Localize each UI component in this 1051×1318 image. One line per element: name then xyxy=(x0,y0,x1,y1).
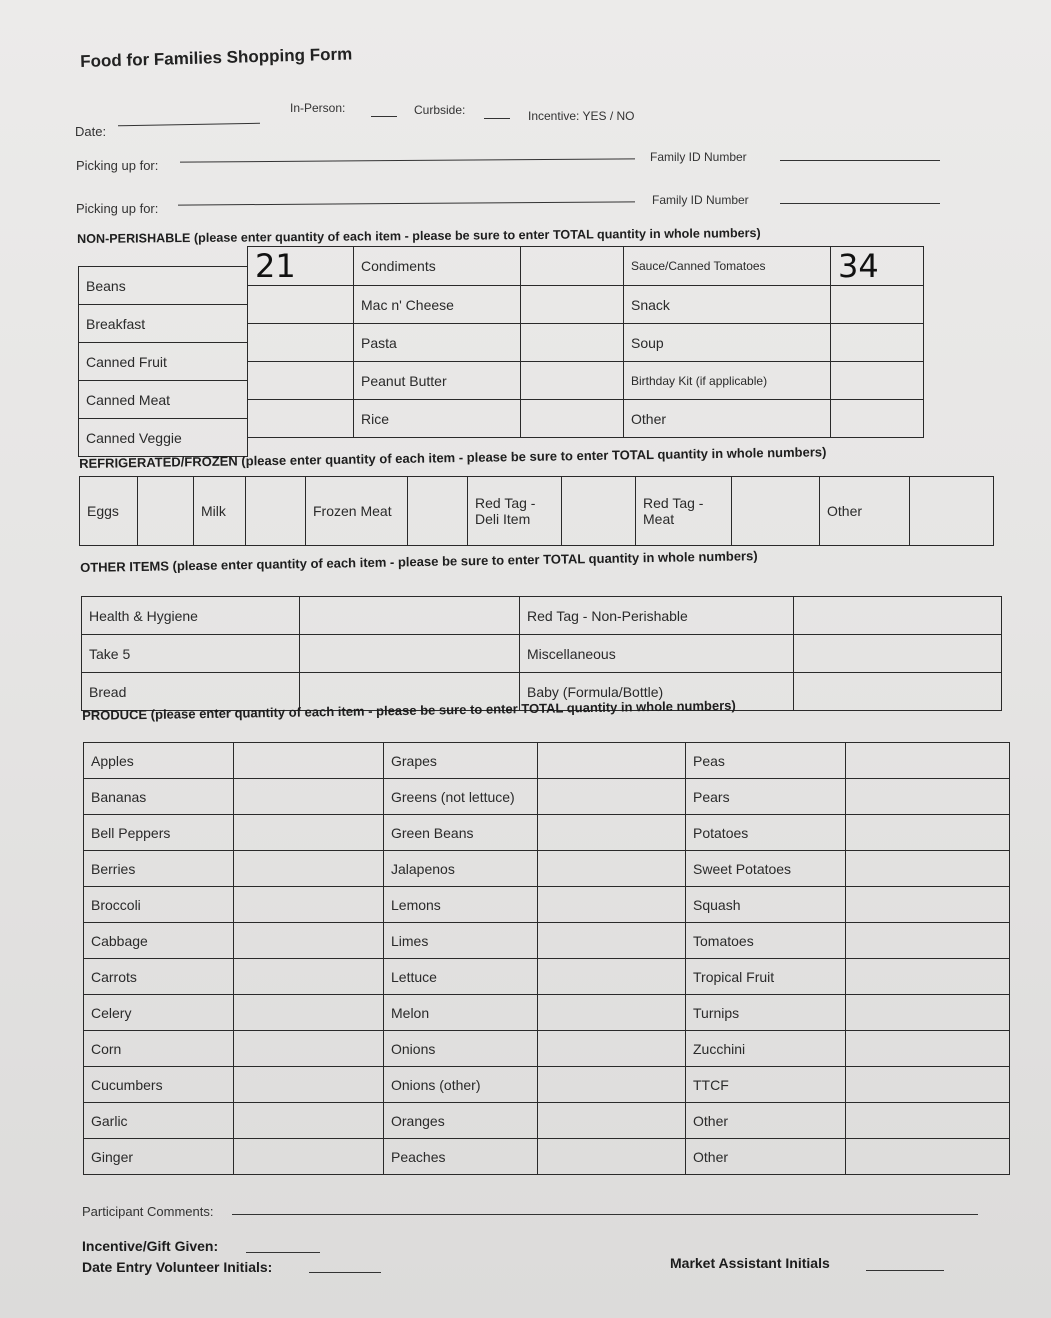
in-person-label: In-Person: xyxy=(290,101,346,115)
form-title: Food for Families Shopping Form xyxy=(80,44,353,71)
item-label: Tropical Fruit xyxy=(686,959,846,995)
qty-cell[interactable] xyxy=(234,743,384,779)
produce-row xyxy=(84,815,1010,851)
item-label: Ginger xyxy=(84,1139,234,1175)
qty-cell[interactable] xyxy=(138,477,194,546)
qty-cell[interactable] xyxy=(234,995,384,1031)
produce-row xyxy=(84,1031,1010,1067)
item-label: Peas xyxy=(686,743,846,779)
qty-cell[interactable] xyxy=(538,959,686,995)
qty-cell[interactable] xyxy=(794,673,1002,711)
produce-title: PRODUCE (please enter quantity of each item - please be sure to enter TOTAL quantity in whole numbers) xyxy=(82,697,736,723)
refrigerated-title: REFRIGERATED/FROZEN (please enter quantity of each item - please be sure to enter TOTAL quantity in whole numbers) xyxy=(79,444,827,471)
qty-cell[interactable] xyxy=(846,959,1010,995)
qty-cell[interactable] xyxy=(831,286,924,324)
market-assistant-label: Market Assistant Initials xyxy=(670,1255,830,1271)
other-items-table xyxy=(81,596,1002,711)
item-label: Canned Veggie xyxy=(79,419,248,457)
item-label: Sauce/Canned Tomatoes xyxy=(624,247,831,286)
qty-cell[interactable] xyxy=(246,477,306,546)
qty-cell[interactable] xyxy=(538,1067,686,1103)
qty-cell[interactable] xyxy=(234,1103,384,1139)
produce-table xyxy=(83,742,1010,1175)
family-id-field-2[interactable] xyxy=(780,203,940,204)
item-label: Rice xyxy=(354,400,521,438)
family-id-field-1[interactable] xyxy=(780,160,940,161)
incentive-given-field[interactable] xyxy=(246,1252,320,1253)
produce-row xyxy=(84,923,1010,959)
qty-cell[interactable] xyxy=(910,477,994,546)
item-label: Corn xyxy=(84,1031,234,1067)
item-label: Lettuce xyxy=(384,959,538,995)
other-items-title: OTHER ITEMS (please enter quantity of each item - please be sure to enter TOTAL quantity in whole numbers) xyxy=(80,548,758,575)
item-label: Other xyxy=(624,400,831,438)
item-label: Garlic xyxy=(84,1103,234,1139)
produce-row xyxy=(84,995,1010,1031)
sauce-qty-handwritten: 34 xyxy=(838,247,879,285)
picking-up-label-2: Picking up for: xyxy=(76,201,159,216)
item-label: Cabbage xyxy=(84,923,234,959)
qty-cell[interactable] xyxy=(521,400,624,438)
item-label: Onions xyxy=(384,1031,538,1067)
item-label: Lemons xyxy=(384,887,538,923)
item-label: Snack xyxy=(624,286,831,324)
qty-cell[interactable] xyxy=(234,959,384,995)
qty-cell[interactable] xyxy=(408,477,468,546)
comments-field[interactable] xyxy=(232,1214,978,1215)
qty-cell[interactable] xyxy=(538,887,686,923)
qty-cell[interactable] xyxy=(234,851,384,887)
qty-cell[interactable] xyxy=(846,995,1010,1031)
qty-cell[interactable] xyxy=(538,779,686,815)
qty-cell[interactable] xyxy=(538,815,686,851)
produce-row xyxy=(84,959,1010,995)
qty-cell[interactable] xyxy=(732,477,820,546)
data-entry-field[interactable] xyxy=(309,1272,381,1273)
produce-row xyxy=(84,887,1010,923)
item-label: Tomatoes xyxy=(686,923,846,959)
item-label: Green Beans xyxy=(384,815,538,851)
qty-cell[interactable] xyxy=(538,1103,686,1139)
qty-cell[interactable] xyxy=(300,635,520,673)
item-label: Carrots xyxy=(84,959,234,995)
qty-cell[interactable] xyxy=(234,815,384,851)
item-label: Breakfast xyxy=(79,305,248,343)
qty-cell[interactable] xyxy=(846,815,1010,851)
qty-cell[interactable] xyxy=(846,887,1010,923)
item-label: Apples xyxy=(84,743,234,779)
qty-cell-beans[interactable] xyxy=(248,247,354,286)
item-label: Onions (other) xyxy=(384,1067,538,1103)
produce-row xyxy=(84,851,1010,887)
qty-cell[interactable] xyxy=(234,887,384,923)
nonperishable-title: NON-PERISHABLE (please enter quantity of each item - please be sure to enter TOTAL quantity in whole numbers) xyxy=(77,226,761,246)
item-label: Red Tag - Non-Perishable xyxy=(520,597,794,635)
item-label: Miscellaneous xyxy=(520,635,794,673)
item-label: Milk xyxy=(194,477,246,546)
item-label: Baby (Formula/Bottle) xyxy=(520,673,794,711)
qty-cell[interactable] xyxy=(831,324,924,362)
item-label: Sweet Potatoes xyxy=(686,851,846,887)
qty-cell[interactable] xyxy=(846,1139,1010,1175)
item-label: Bananas xyxy=(84,779,234,815)
item-label: Potatoes xyxy=(686,815,846,851)
comments-label: Participant Comments: xyxy=(82,1204,214,1219)
item-label: Broccoli xyxy=(84,887,234,923)
item-label: Other xyxy=(820,477,910,546)
picking-up-field-2[interactable] xyxy=(178,201,635,205)
qty-cell-sauce[interactable] xyxy=(831,247,924,286)
family-id-label-2: Family ID Number xyxy=(652,193,749,207)
date-field[interactable] xyxy=(118,123,260,126)
qty-cell[interactable] xyxy=(521,362,624,400)
refrigerated-table xyxy=(79,476,994,546)
data-entry-label: Date Entry Volunteer Initials: xyxy=(82,1259,273,1275)
produce-rows xyxy=(84,743,1010,1175)
picking-up-field-1[interactable] xyxy=(180,158,635,162)
item-label: Canned Fruit xyxy=(79,343,248,381)
item-label: Other xyxy=(686,1103,846,1139)
qty-cell[interactable] xyxy=(538,995,686,1031)
produce-row xyxy=(84,779,1010,815)
qty-cell[interactable] xyxy=(521,286,624,324)
qty-cell[interactable] xyxy=(846,1067,1010,1103)
produce-row xyxy=(84,1067,1010,1103)
curbside-field[interactable] xyxy=(484,118,510,119)
item-label: Jalapenos xyxy=(384,851,538,887)
qty-cell[interactable] xyxy=(538,1139,686,1175)
qty-cell[interactable] xyxy=(521,247,624,286)
item-label: Limes xyxy=(384,923,538,959)
qty-cell[interactable] xyxy=(234,923,384,959)
item-label: Greens (not lettuce) xyxy=(384,779,538,815)
item-label: Canned Meat xyxy=(79,381,248,419)
produce-row xyxy=(84,1103,1010,1139)
item-label: Zucchini xyxy=(686,1031,846,1067)
family-id-label-1: Family ID Number xyxy=(650,150,747,164)
item-label: TTCF xyxy=(686,1067,846,1103)
item-label: Cucumbers xyxy=(84,1067,234,1103)
qty-cell[interactable] xyxy=(248,324,354,362)
incentive-given-label: Incentive/Gift Given: xyxy=(82,1238,219,1254)
item-label: Frozen Meat xyxy=(306,477,408,546)
qty-cell[interactable] xyxy=(846,923,1010,959)
qty-cell[interactable] xyxy=(300,597,520,635)
produce-row xyxy=(84,743,1010,779)
picking-up-label-1: Picking up for: xyxy=(76,158,159,173)
item-label: Condiments xyxy=(354,247,521,286)
item-label: Peaches xyxy=(384,1139,538,1175)
item-label: Soup xyxy=(624,324,831,362)
item-label: Beans xyxy=(79,267,248,305)
qty-cell[interactable] xyxy=(538,923,686,959)
item-label: Celery xyxy=(84,995,234,1031)
qty-cell[interactable] xyxy=(831,400,924,438)
beans-qty-handwritten: 21 xyxy=(255,247,296,285)
qty-cell[interactable] xyxy=(794,597,1002,635)
item-label: Red Tag - Deli Item xyxy=(468,477,562,546)
item-label: Pears xyxy=(686,779,846,815)
item-label: Squash xyxy=(686,887,846,923)
qty-cell[interactable] xyxy=(248,286,354,324)
qty-cell[interactable] xyxy=(794,635,1002,673)
item-label: Health & Hygiene xyxy=(82,597,300,635)
date-label: Date: xyxy=(75,124,107,139)
qty-cell[interactable] xyxy=(234,1139,384,1175)
nonperishable-main-table xyxy=(247,246,924,438)
item-label: Eggs xyxy=(80,477,138,546)
qty-cell[interactable] xyxy=(248,400,354,438)
qty-cell[interactable] xyxy=(234,1067,384,1103)
item-label: Pasta xyxy=(354,324,521,362)
market-assistant-field[interactable] xyxy=(866,1270,944,1271)
item-label: Melon xyxy=(384,995,538,1031)
qty-cell[interactable] xyxy=(846,743,1010,779)
item-label: Grapes xyxy=(384,743,538,779)
item-label: Red Tag - Meat xyxy=(636,477,732,546)
produce-row xyxy=(84,1139,1010,1175)
item-label: Other xyxy=(686,1139,846,1175)
qty-cell[interactable] xyxy=(538,1031,686,1067)
qty-cell[interactable] xyxy=(248,362,354,400)
item-label: Turnips xyxy=(686,995,846,1031)
qty-cell[interactable] xyxy=(521,324,624,362)
item-label: Mac n' Cheese xyxy=(354,286,521,324)
qty-cell[interactable] xyxy=(846,1031,1010,1067)
in-person-field[interactable] xyxy=(371,116,397,117)
qty-cell[interactable] xyxy=(234,1031,384,1067)
qty-cell[interactable] xyxy=(846,779,1010,815)
curbside-label: Curbside: xyxy=(414,103,466,117)
qty-cell[interactable] xyxy=(538,851,686,887)
item-label: Oranges xyxy=(384,1103,538,1139)
qty-cell[interactable] xyxy=(846,1103,1010,1139)
item-label: Berries xyxy=(84,851,234,887)
qty-cell[interactable] xyxy=(538,743,686,779)
item-label: Take 5 xyxy=(82,635,300,673)
item-label: Bread xyxy=(82,673,300,711)
nonperishable-col1-table xyxy=(78,266,248,457)
qty-cell[interactable] xyxy=(234,779,384,815)
qty-cell[interactable] xyxy=(846,851,1010,887)
incentive-label: Incentive: YES / NO xyxy=(528,109,635,123)
item-label: Birthday Kit (if applicable) xyxy=(624,362,831,400)
qty-cell[interactable] xyxy=(562,477,636,546)
item-label: Bell Peppers xyxy=(84,815,234,851)
qty-cell[interactable] xyxy=(831,362,924,400)
item-label: Peanut Butter xyxy=(354,362,521,400)
